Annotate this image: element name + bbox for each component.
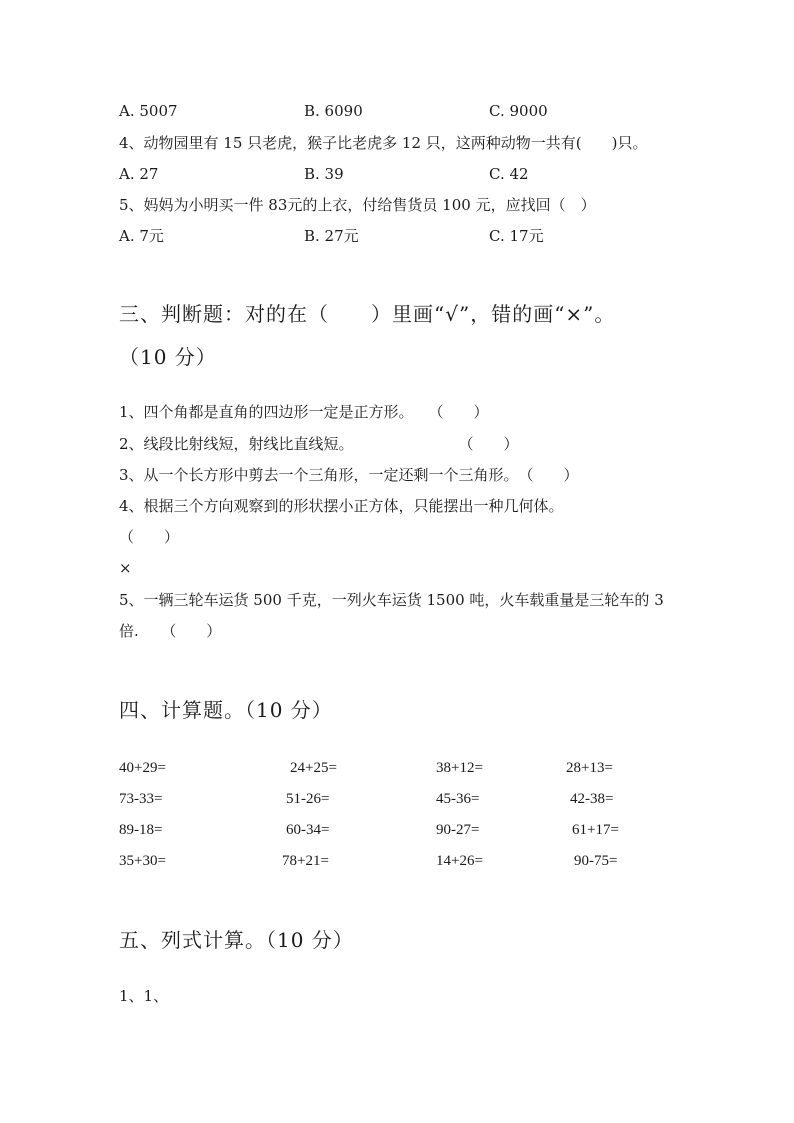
section-3-title: 三、判断题：对的在（ ）里画“√”，错的画“×”。 xyxy=(119,302,616,326)
calc-1-1: 40+29= xyxy=(119,760,166,776)
q3-option-b: B. 6090 xyxy=(304,102,363,120)
judge-item-5: 5、一辆三轮车运货 500 千克，一列火车运货 1500 吨，火车载重量是三轮车的 3 xyxy=(119,591,664,609)
judge-item-1: 1、四个角都是直角的四边形一定是正方形。 （ ） xyxy=(119,403,489,421)
judge-item-5-cont: 倍. （ ） xyxy=(119,622,222,640)
calc-2-4: 42-38= xyxy=(570,791,614,807)
q3-option-a: A. 5007 xyxy=(119,102,178,120)
q4-option-b: B. 39 xyxy=(304,165,344,183)
calc-4-3: 14+26= xyxy=(436,853,483,869)
calc-4-1: 35+30= xyxy=(119,853,166,869)
calc-1-3: 38+12= xyxy=(436,760,483,776)
calc-2-3: 45-36= xyxy=(436,791,480,807)
q4-option-c: C. 42 xyxy=(489,165,529,183)
judge-item-2: 2、线段比射线短，射线比直线短。 （ ） xyxy=(119,435,519,453)
calc-1-2: 24+25= xyxy=(290,760,337,776)
judge-item-4: 4、根据三个方向观察到的形状摆小正方体，只能摆出一种几何体。 xyxy=(119,497,564,515)
calc-3-1: 89-18= xyxy=(119,822,163,838)
question-4: 4、动物园里有 15 只老虎，猴子比老虎多 12 只，这两种动物一共有( )只。 xyxy=(119,134,648,152)
q5-option-b: B. 27元 xyxy=(304,227,359,245)
calc-3-4: 61+17= xyxy=(572,822,619,838)
judge-item-4-blank: （ ） xyxy=(119,528,180,546)
q4-option-a: A. 27 xyxy=(119,165,159,183)
question-5: 5、妈妈为小明买一件 83元的上衣，付给售货员 100 元，应找回（ ） xyxy=(119,196,596,214)
judge-item-3: 3、从一个长方形中剪去一个三角形，一定还剩一个三角形。 （ ） xyxy=(119,466,579,484)
calc-3-2: 60-34= xyxy=(286,822,330,838)
calc-4-4: 90-75= xyxy=(574,853,618,869)
section-5-title: 五、列式计算。（10 分） xyxy=(119,928,354,952)
judge-item-4-mark: × xyxy=(119,559,132,577)
section-3-score: （10 分） xyxy=(119,345,217,369)
calc-2-1: 73-33= xyxy=(119,791,163,807)
calc-4-2: 78+21= xyxy=(282,853,329,869)
section-4-title: 四、计算题。（10 分） xyxy=(119,698,333,722)
q5-option-c: C. 17元 xyxy=(489,227,544,245)
q3-option-c: C. 9000 xyxy=(489,102,548,120)
calc-2-2: 51-26= xyxy=(286,791,330,807)
calc-3-3: 90-27= xyxy=(436,822,480,838)
q5-option-a: A. 7元 xyxy=(119,227,164,245)
calc-1-4: 28+13= xyxy=(566,760,613,776)
section-5-first-line: 1、1、 xyxy=(119,987,169,1005)
